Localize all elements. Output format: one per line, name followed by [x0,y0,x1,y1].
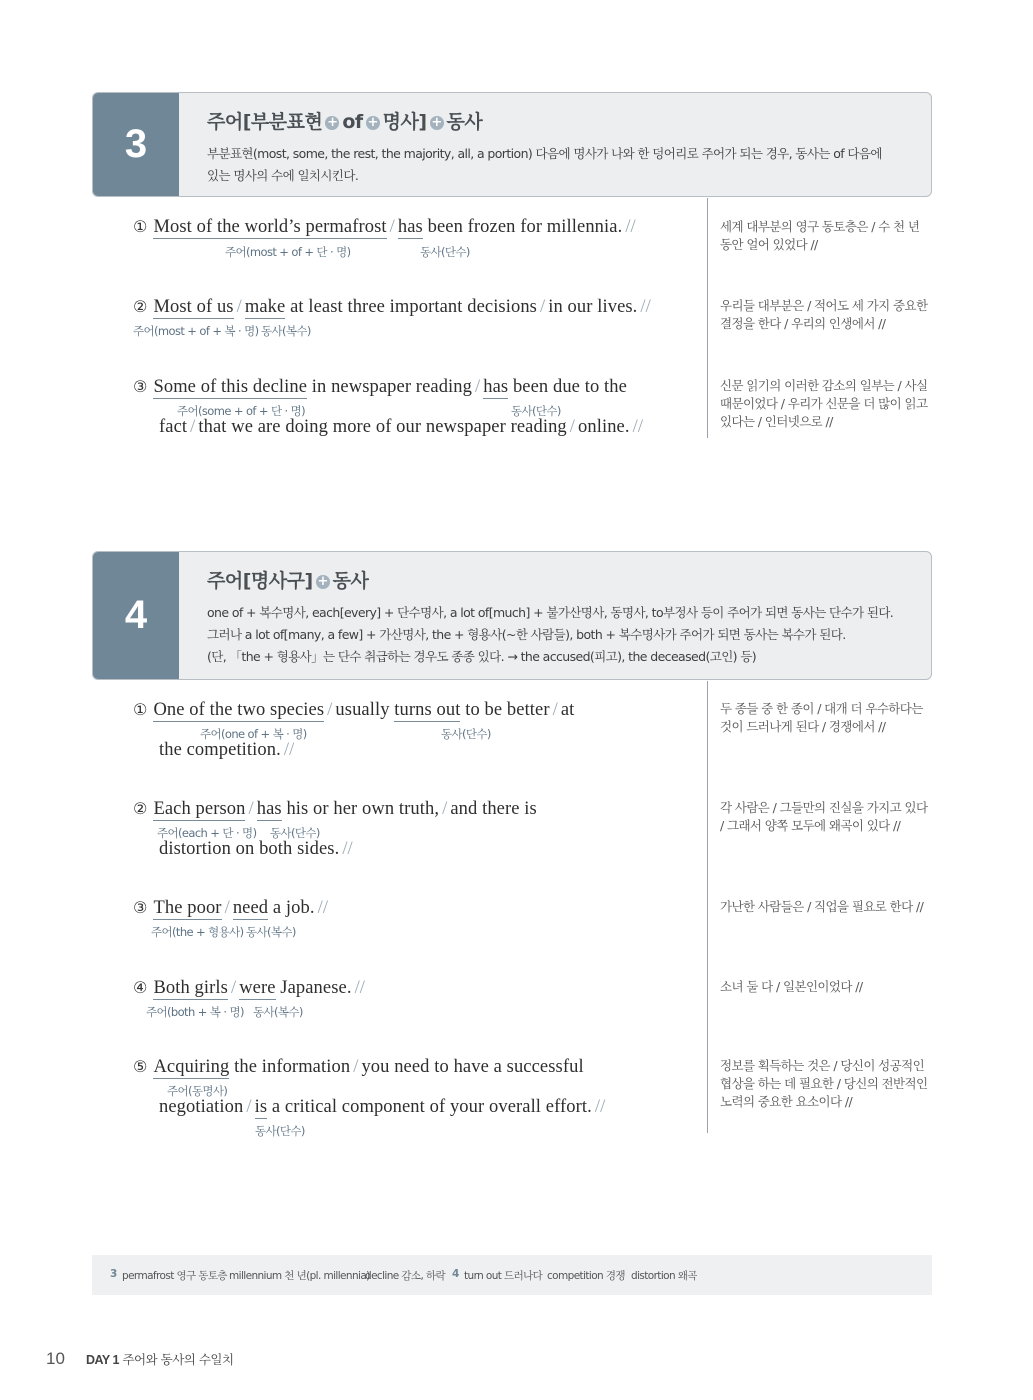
subject: One of the two species [153,700,325,720]
subject-label: 주어(both + 복 · 명) [146,1005,244,1019]
subject: Some of this decline [153,377,308,397]
verb: need [232,898,269,918]
page-number: 10 [46,1349,65,1368]
subject: Most of us [153,297,234,317]
verb: is [254,1097,268,1117]
verb: were [239,978,276,998]
subject: Acquiring [153,1057,230,1077]
korean-translation: 우리들 대부분은 / 적어도 세 가지 중요한 결정을 한다 / 우리의 인생에서 // [720,298,928,331]
subject-label: 주어(most + of + 복 · 명) [133,324,259,338]
plus-icon: + [431,115,442,130]
subject-label: 주어(동명사) [167,1084,228,1098]
section-description: one of + 복수명사, each[every] + 단수명사, a lot of[much] + 불가산명사, 동명사, to부정사 등이 주어가 되면 동사는 단수가 된다. 그러나 a lot of[many, a few] + 가산명사, the + 형용사(~한 사람들), both + 복수명사가 주어가 되면 동사는 복수가 된다. (단, 「the + 형용사」는 단수 취급하는 경우도 종종 있다. → the accused(피고), the deceased(고인) 등) [207,605,894,664]
verb: has [483,377,509,397]
vocab-item: millennium 천 년(pl. millennia) [229,1270,370,1282]
subject: Each person [153,799,246,819]
korean-translation: 두 종들 중 한 종이 / 대개 더 우수하다는 것이 드러나게 된다 / 경쟁에서 // [720,701,923,734]
section-number: 4 [93,552,179,679]
sentence-3-1: ① Most of the world’s permafrost / has been frozen for millennia. // [133,217,636,237]
verb: has [397,217,423,237]
sentence-4-2-line2: distortion on both sides. // [159,839,353,859]
subject-label: 주어(the + 형용사) [151,925,244,939]
vocab-section-number: 3 [110,1268,117,1280]
vocab-item: turn out 드러나다 [464,1270,543,1282]
verb: has [256,799,282,819]
sentence-3-3-line2: fact / that we are doing more of our newspaper reading / online. // [159,417,644,437]
column-divider [707,198,708,438]
sentence-4-1: ① One of the two species / usually turns out to be better / at [133,700,575,720]
verb-label: 동사(단수) [270,826,320,840]
section-number: 3 [93,93,179,196]
verb: make [244,297,286,317]
korean-translation: 소녀 둘 다 / 일본인이었다 // [720,979,863,994]
plus-icon: + [327,115,338,130]
subject-label: 주어(most + of + 단 · 명) [225,245,351,259]
verb-label: 동사(단수) [511,404,561,418]
sentence-3-3: ③ Some of this decline in newspaper reading / has been due to the [133,377,627,397]
korean-translation: 각 사람은 / 그들만의 진실을 가지고 있다 / 그래서 양쪽 모두에 왜곡이 있다 // [720,800,928,833]
section-4-header [92,551,932,680]
sentence-4-4: ④ Both girls / were Japanese. // [133,978,366,998]
vocabulary-bar [92,1255,932,1295]
subject-label: 주어(one of + 복 · 명) [200,727,307,741]
plus-icon: + [317,574,328,589]
running-title: DAY 1 주어와 동사의 수일치 [86,1352,234,1367]
subject-label: 주어(some + of + 단 · 명) [177,404,306,418]
korean-translation: 가난한 사람들은 / 직업을 필요로 한다 // [720,899,924,914]
verb-label: 동사(단수) [441,727,491,741]
vocab-item: distortion 왜곡 [631,1270,697,1282]
korean-translation: 세계 대부분의 영구 동토층은 / 수 천 년 동안 얼어 있었다 // [720,219,920,252]
verb-label: 동사(단수) [255,1124,305,1138]
section-3-header [92,92,932,197]
subject-label: 주어(each + 단 · 명) [157,826,257,840]
verb: turns out [394,700,461,720]
sentence-4-2: ② Each person / has his or her own truth, / and there is [133,799,537,819]
sentence-4-1-line2: the competition. // [159,740,295,760]
column-divider [707,681,708,1133]
sentence-4-5: ⑤ Acquiring the information / you need to have a successful [133,1057,584,1077]
verb-label: 동사(복수) [246,925,296,939]
section-description: 부분표현(most, some, the rest, the majority, all, a portion) 다음에 명사가 나와 한 덩어리로 주어가 되는 경우, 동사는 of 다음에 있는 명사의 수에 일치시킨다. [207,146,882,183]
sentence-4-3: ③ The poor / need a job. // [133,898,329,918]
verb-label: 동사(단수) [420,245,470,259]
vocab-item: competition 경쟁 [547,1270,625,1282]
subject: Most of the world’s permafrost [153,217,387,237]
sentence-4-5-line2: negotiation / is a critical component of your overall effort. // [159,1097,606,1117]
vocab-item: decline 감소, 하락 [365,1270,446,1282]
section-title: 주어[명사구] + 동사 [207,570,369,592]
vocab-section-number: 4 [452,1268,459,1280]
korean-translation: 정보를 획득하는 것은 / 당신이 성공적인 협상을 하는 데 필요한 / 당신의 전반적인 노력의 중요한 요소이다 // [720,1058,928,1109]
verb-label: 동사(복수) [253,1005,303,1019]
sentence-3-2: ② Most of us / make at least three important decisions / in our lives. // [133,297,651,317]
verb-label: 동사(복수) [261,324,311,338]
korean-translation: 신문 읽기의 이러한 감소의 일부는 / 사실 때문이었다 / 우리가 신문을 더 많이 읽고 있다는 / 인터넷으로 // [720,378,928,429]
section-title: 주어[부분표현 + of + 명사] + 동사 [207,111,483,133]
vocab-item: permafrost 영구 동토층 [122,1270,227,1282]
plus-icon: + [367,115,378,130]
subject: The poor [153,898,222,918]
subject: Both girls [153,978,228,998]
